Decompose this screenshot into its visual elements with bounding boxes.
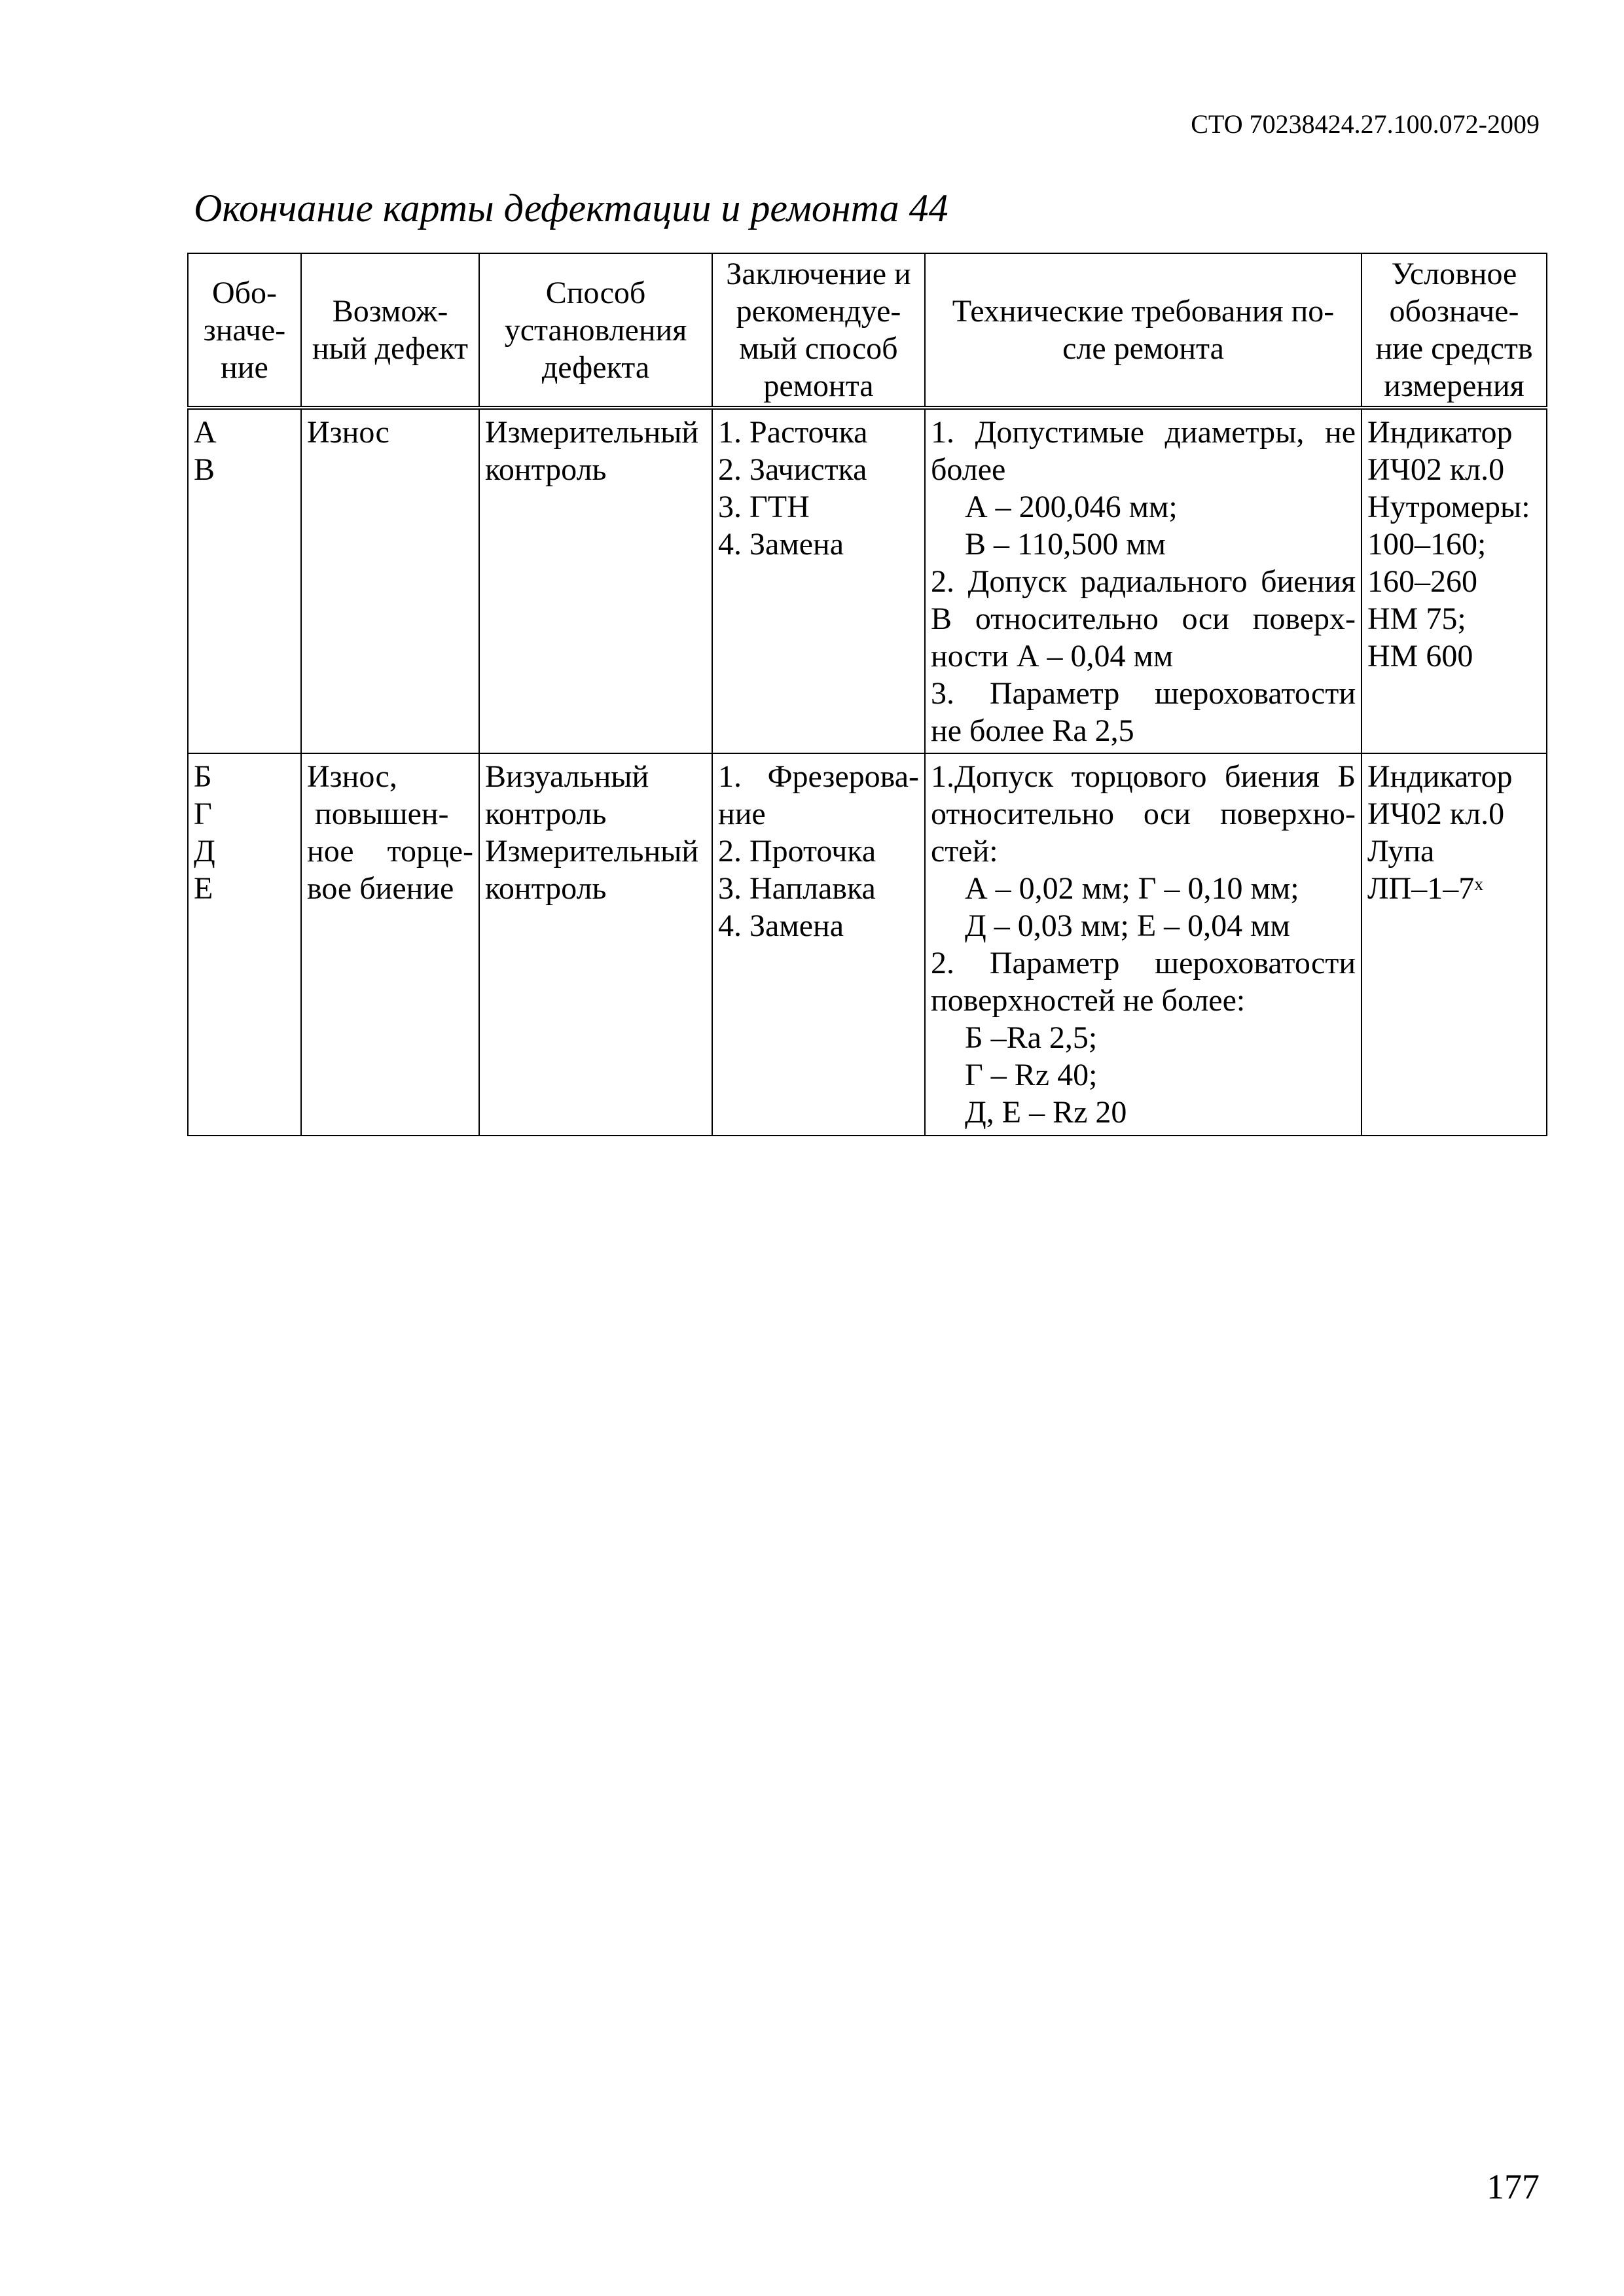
cell-line: 2. Параметр шероховатости <box>931 946 1356 980</box>
cell-line: Д – 0,03 мм; Е – 0,04 мм <box>965 908 1290 943</box>
table-row <box>188 408 1547 753</box>
cell-line: 1. Расточка <box>718 415 868 450</box>
cell-line: А <box>194 415 217 450</box>
header-line: рекомендуе- <box>736 294 901 329</box>
cell-line: В – 110,500 мм <box>965 527 1166 562</box>
header-line: Заключение и <box>726 257 911 291</box>
header-line: мый способ <box>739 331 898 366</box>
cell-line: 2. Зачистка <box>718 452 867 487</box>
header-defect <box>301 253 479 408</box>
page-number: 177 <box>1487 2167 1540 2206</box>
cell-defect <box>301 753 479 1136</box>
cell-instruments <box>1362 753 1547 1136</box>
cell-line: Е <box>194 871 213 906</box>
cell-instruments <box>1362 408 1547 753</box>
cell-line: Индикатор <box>1367 759 1513 794</box>
cell-line: 1.Допуск торцового биения Б <box>931 759 1356 794</box>
cell-line: 4. Замена <box>718 908 844 943</box>
header-line: Обо- <box>211 275 278 310</box>
cell-line: стей: <box>931 834 998 869</box>
cell-line: ние <box>718 797 766 831</box>
cell-line: Износ <box>307 415 389 450</box>
header-designation <box>188 253 301 408</box>
cell-line: контроль <box>485 871 607 906</box>
cell-line: Д <box>194 834 215 869</box>
cell-line: 4. Замена <box>718 527 844 562</box>
cell-line: вое биение <box>307 871 454 906</box>
cell-line: 2. Проточка <box>718 834 876 869</box>
cell-requirements <box>925 753 1362 1136</box>
header-line: измерения <box>1384 368 1525 403</box>
cell-repair <box>712 408 925 753</box>
header-requirements <box>925 253 1362 408</box>
header-line: дефекта <box>541 350 650 385</box>
cell-line: Визуальный <box>485 759 649 794</box>
header-instruments <box>1362 253 1547 408</box>
header-detection-method <box>479 253 712 408</box>
cell-line: 2. Допуск радиального биения <box>931 564 1356 599</box>
cell-defect <box>301 408 479 753</box>
header-line: Возмож- <box>332 294 448 329</box>
cell-line: Б –Ra 2,5; <box>965 1020 1098 1055</box>
table-header-row <box>188 253 1547 408</box>
cell-line: ИЧ02 кл.0 <box>1367 452 1505 487</box>
cell-line: поверхностей не более: <box>931 983 1246 1018</box>
cell-line: ное торце- <box>307 834 473 869</box>
header-repair-method <box>712 253 925 408</box>
cell-repair <box>712 753 925 1136</box>
defect-repair-table <box>187 253 1547 1136</box>
cell-line: Г – Rz 40; <box>965 1058 1098 1092</box>
cell-line: Измерительный <box>485 834 699 869</box>
cell-line: 3. Наплавка <box>718 871 876 906</box>
superscript: х <box>1474 874 1484 895</box>
cell-line: 100–160; <box>1367 527 1487 562</box>
cell-line: повышен- <box>315 797 449 831</box>
instrument-label: ЛП–1–7 <box>1367 871 1475 906</box>
cell-method <box>479 753 712 1136</box>
cell-line: более <box>931 452 1006 487</box>
cell-line: 160–260 <box>1367 564 1477 599</box>
cell-line: не более Ra 2,5 <box>931 713 1134 748</box>
header-line: ремонта <box>763 368 874 403</box>
cell-line: 1. Допустимые диаметры, не <box>931 415 1356 450</box>
cell-line: ИЧ02 кл.0 <box>1367 797 1505 831</box>
cell-requirements <box>925 408 1362 753</box>
cell-line: Г <box>194 797 212 831</box>
cell-line: Измерительный <box>485 415 699 450</box>
cell-line: ности А – 0,04 мм <box>931 639 1174 673</box>
cell-line: контроль <box>485 797 607 831</box>
cell-designation <box>188 753 301 1136</box>
table-caption: Окончание карты дефектации и ремонта 44 <box>194 187 948 230</box>
cell-line: Д, Е – Rz 20 <box>965 1095 1127 1130</box>
header-line: значе- <box>203 312 286 348</box>
header-line: установления <box>504 312 687 348</box>
cell-line: 1. Фрезерова- <box>718 759 919 794</box>
table-row <box>188 753 1547 1136</box>
cell-designation <box>188 408 301 753</box>
cell-line: НМ 75; <box>1367 601 1466 636</box>
cell-line: НМ 600 <box>1367 639 1473 673</box>
header-line: сле ремонта <box>1062 331 1224 366</box>
header-line: обозначе- <box>1389 294 1519 329</box>
cell-line: В <box>194 452 215 487</box>
header-line: ние средств <box>1375 331 1533 366</box>
cell-line: Лупа <box>1367 834 1435 869</box>
cell-line: Б <box>194 759 212 794</box>
cell-line: относительно оси поверхно- <box>931 797 1356 831</box>
cell-line: А – 200,046 мм; <box>965 490 1178 524</box>
cell-method <box>479 408 712 753</box>
cell-line: Нутромеры: <box>1367 490 1530 524</box>
cell-line: 3. Параметр шероховатости <box>931 676 1356 711</box>
cell-line: В относительно оси поверх- <box>931 601 1356 636</box>
cell-line: 3. ГТН <box>718 490 810 524</box>
header-line: Условное <box>1391 257 1517 291</box>
cell-line: А – 0,02 мм; Г – 0,10 мм; <box>965 871 1299 906</box>
header-line: Технические требования по- <box>952 294 1335 329</box>
cell-line: контроль <box>485 452 607 487</box>
header-line: ный дефект <box>312 331 468 366</box>
header-line: Способ <box>545 275 646 310</box>
cell-line <box>1367 870 1541 907</box>
document-code: СТО 70238424.27.100.072-2009 <box>1191 109 1540 139</box>
cell-line: Износ, <box>307 759 397 794</box>
header-line: ние <box>221 350 268 385</box>
cell-line: Индикатор <box>1367 415 1513 450</box>
